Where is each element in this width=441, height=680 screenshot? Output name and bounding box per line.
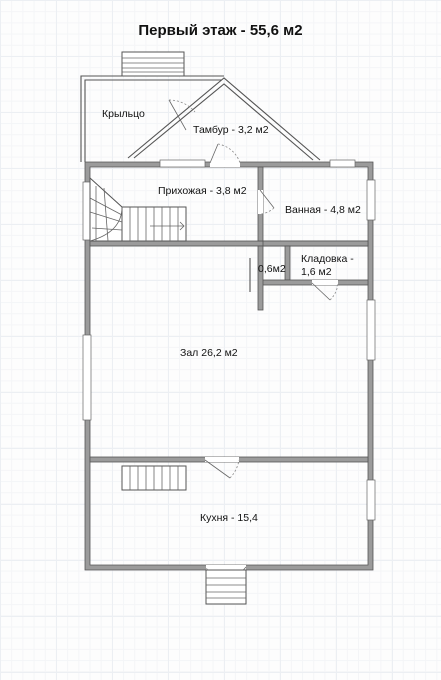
room-label-corridor: 0,6м2: [258, 263, 286, 275]
porch-stairs: [122, 52, 184, 76]
room-label-vestibule: Тамбур - 3,2 м2: [193, 124, 269, 136]
room-label-storage-line1: Кладовка -: [301, 253, 354, 265]
room-label-storage-line2: 1,6 м2: [301, 266, 332, 278]
room-label-porch: Крыльцо: [102, 108, 145, 120]
room-label-bathroom: Ванная - 4,8 м2: [285, 204, 361, 216]
entrance-stairs: [206, 570, 246, 604]
room-label-kitchen: Кухня - 15,4: [200, 512, 258, 524]
room-label-living-room: Зал 26,2 м2: [180, 347, 238, 359]
plan-title: Первый этаж - 55,6 м2: [138, 22, 303, 39]
kitchen-stairs: [122, 466, 186, 490]
room-label-hallway: Прихожая - 3,8 м2: [158, 185, 247, 197]
